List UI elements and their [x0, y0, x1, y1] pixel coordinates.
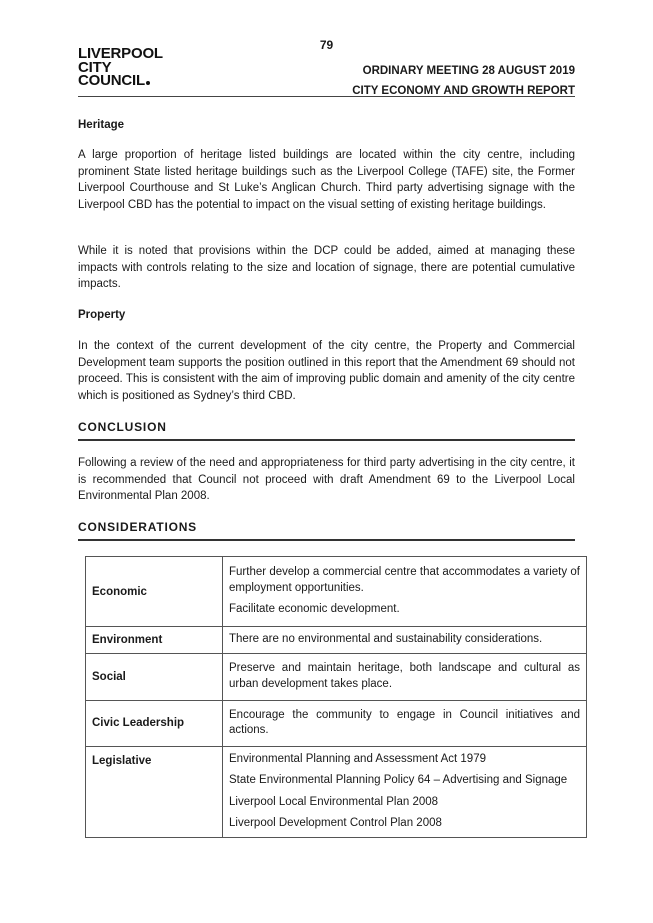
logo-line-2: CITY — [78, 58, 112, 76]
row-item: Liverpool Local Environmental Plan 2008 — [229, 795, 439, 808]
considerations-heading: CONSIDERATIONS — [78, 520, 575, 541]
row-value — [223, 700, 587, 746]
council-logo — [78, 47, 163, 88]
row-item: Further develop a commercial centre that accommodates a variety of employment opportunities. — [229, 566, 580, 594]
table-row-social — [86, 653, 587, 700]
conclusion-heading: CONCLUSION — [78, 420, 575, 441]
table-row-environment — [86, 627, 587, 654]
considerations-table — [85, 556, 587, 838]
row-value — [223, 557, 587, 627]
heritage-heading: Heritage — [78, 119, 125, 131]
report-title: CITY ECONOMY AND GROWTH REPORT — [352, 85, 575, 97]
row-item: Encourage the community to engage in Council initiatives and actions. — [229, 708, 580, 736]
row-value — [223, 653, 587, 700]
row-item: There are no environmental and sustainability considerations. — [229, 633, 543, 645]
row-label: Civic Leadership — [86, 700, 223, 746]
logo-line-3: COUNCIL — [78, 72, 145, 89]
logo-line-3-row — [78, 74, 163, 88]
table-row-legislative — [86, 746, 587, 837]
row-item: Facilitate economic development. — [229, 603, 400, 616]
report-header — [352, 61, 575, 101]
row-label: Legislative — [86, 746, 223, 837]
page-number: 79 — [319, 38, 334, 52]
row-label: Economic — [86, 557, 223, 627]
meeting-title: ORDINARY MEETING 28 AUGUST 2019 — [362, 65, 575, 77]
header-divider — [78, 96, 575, 97]
table-row-economic — [86, 557, 587, 627]
row-value — [223, 746, 587, 837]
row-item: State Environmental Planning Policy 64 – Advertising and Signage — [229, 774, 568, 786]
property-heading: Property — [78, 309, 126, 321]
heritage-paragraph-1: A large proportion of heritage listed buildings are located within the city centre, including prominent State listed heritage buildings such as the Liverpool College (TAFE) site, the Former Liverpool Courthouse and St Luke’s Anglican Church. Third party advertising signage with the Liverpool CBD has the potential to impact on the visual setting of existing heritage buildings. — [78, 149, 575, 211]
row-item: Preserve and maintain heritage, both landscape and cultural as urban development takes place. — [229, 662, 580, 690]
row-item: Liverpool Development Control Plan 2008 — [229, 817, 442, 829]
logo-line-1: LIVERPOOL — [78, 45, 163, 62]
logo-dot-icon — [146, 81, 150, 85]
row-label: Social — [86, 653, 223, 700]
property-paragraph: In the context of the current development of the city centre, the Property and Commercial Development team supports the position outlined in this report that the Amendment 69 should not proceed. This is consistent with the aim of improving public domain and amenity of the city centre which is positioned as Sydney’s third CBD. — [78, 340, 575, 402]
conclusion-paragraph: Following a review of the need and appropriateness for third party advertising in the city centre, it is recommended that Council not proceed with draft Amendment 69 to the Liverpool Local Environmental Plan 2008. — [78, 457, 575, 502]
row-item: Environmental Planning and Assessment Act 1979 — [229, 752, 486, 765]
table-row-civic-leadership — [86, 700, 587, 746]
heritage-paragraph-2: While it is noted that provisions within the DCP could be added, aimed at managing these impacts with controls relating to the size and location of signage, there are potential cumulative impacts. — [78, 245, 575, 290]
row-label: Environment — [86, 627, 223, 654]
row-value — [223, 627, 587, 654]
